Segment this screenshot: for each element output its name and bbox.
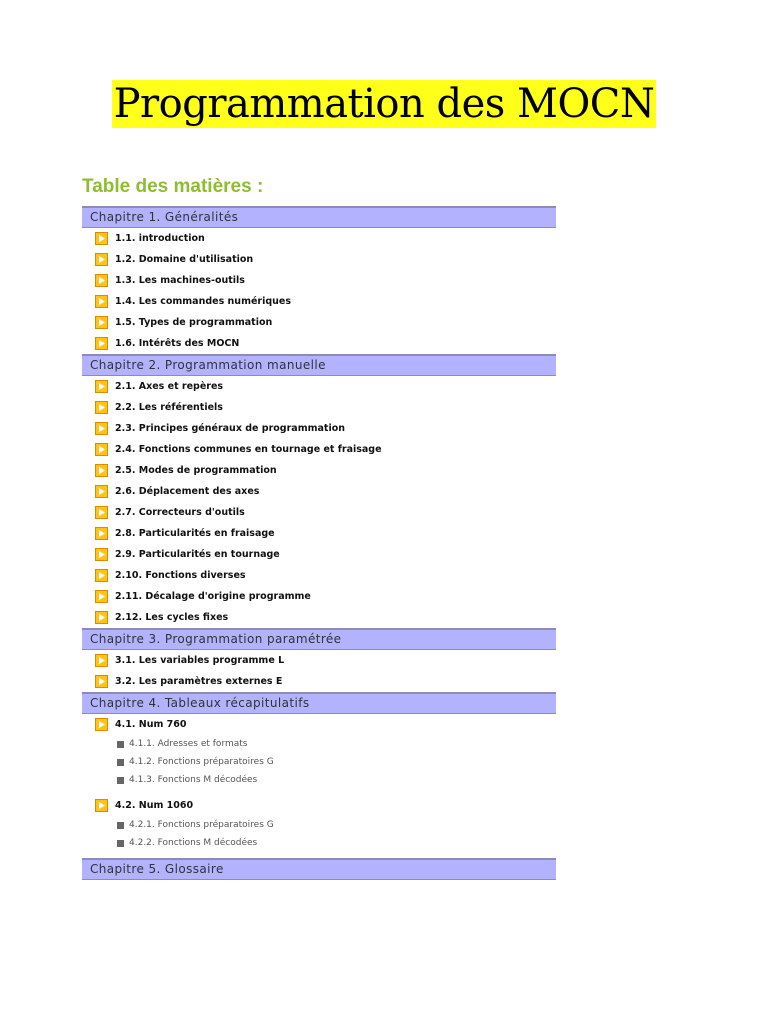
chapter-header[interactable]: Chapitre 5. Glossaire — [82, 858, 556, 880]
play-icon — [95, 799, 108, 812]
toc-section-link[interactable] — [82, 418, 556, 439]
square-bullet-icon — [117, 840, 124, 847]
toc-section-link[interactable] — [82, 714, 556, 735]
square-bullet-icon — [117, 759, 124, 766]
toc-subsection-link[interactable] — [82, 834, 556, 852]
subsection-label: 4.2.2. Fonctions M décodées — [129, 838, 258, 848]
toc-section-link[interactable] — [82, 671, 556, 692]
play-icon — [95, 401, 108, 414]
play-icon — [95, 548, 108, 561]
subsection-label: 4.2.1. Fonctions préparatoires G — [129, 820, 274, 830]
section-label: 2.8. Particularités en fraisage — [115, 528, 275, 539]
section-label: 2.9. Particularités en tournage — [115, 549, 280, 560]
toc-heading: Table des matières : — [82, 176, 264, 197]
toc-subsection-link[interactable] — [82, 816, 556, 834]
toc-section-link[interactable] — [82, 460, 556, 481]
subsection-label: 4.1.2. Fonctions préparatoires G — [129, 757, 274, 767]
toc-section-link[interactable] — [82, 291, 556, 312]
toc-section-link[interactable] — [82, 795, 556, 816]
play-icon — [95, 274, 108, 287]
play-icon — [95, 380, 108, 393]
section-label: 2.2. Les référentiels — [115, 402, 223, 413]
toc-section-link[interactable] — [82, 270, 556, 291]
table-of-contents — [82, 206, 556, 880]
chapter-header[interactable]: Chapitre 3. Programmation paramétrée — [82, 628, 556, 650]
square-bullet-icon — [117, 822, 124, 829]
chapter-header[interactable]: Chapitre 1. Généralités — [82, 206, 556, 228]
play-icon — [95, 337, 108, 350]
toc-section-link[interactable] — [82, 565, 556, 586]
square-bullet-icon — [117, 777, 124, 784]
section-label: 1.3. Les machines-outils — [115, 275, 245, 286]
toc-section-link[interactable] — [82, 397, 556, 418]
section-label: 2.5. Modes de programmation — [115, 465, 277, 476]
toc-section-link[interactable] — [82, 228, 556, 249]
toc-section-link[interactable] — [82, 376, 556, 397]
play-icon — [95, 295, 108, 308]
section-label: 2.11. Décalage d'origine programme — [115, 591, 311, 602]
play-icon — [95, 485, 108, 498]
play-icon — [95, 422, 108, 435]
play-icon — [95, 232, 108, 245]
section-label: 1.1. introduction — [115, 233, 205, 244]
play-icon — [95, 506, 108, 519]
section-label: 1.2. Domaine d'utilisation — [115, 254, 254, 265]
section-label: 4.1. Num 760 — [115, 719, 187, 730]
square-bullet-icon — [117, 741, 124, 748]
toc-section-link[interactable] — [82, 502, 556, 523]
toc-section-link[interactable] — [82, 544, 556, 565]
section-label: 2.7. Correcteurs d'outils — [115, 507, 245, 518]
section-label: 2.12. Les cycles fixes — [115, 612, 229, 623]
toc-section-link[interactable] — [82, 333, 556, 354]
toc-section-link[interactable] — [82, 312, 556, 333]
section-label: 3.1. Les variables programme L — [115, 655, 285, 666]
toc-section-link[interactable] — [82, 650, 556, 671]
subsection-label: 4.1.1. Adresses et formats — [129, 739, 248, 749]
play-icon — [95, 590, 108, 603]
page-title: Programmation des MOCN — [113, 81, 655, 127]
play-icon — [95, 675, 108, 688]
toc-section-link[interactable] — [82, 523, 556, 544]
play-icon — [95, 569, 108, 582]
play-icon — [95, 253, 108, 266]
toc-section-link[interactable] — [82, 249, 556, 270]
toc-section-link[interactable] — [82, 586, 556, 607]
play-icon — [95, 718, 108, 731]
toc-section-link[interactable] — [82, 481, 556, 502]
chapter-header[interactable]: Chapitre 4. Tableaux récapitulatifs — [82, 692, 556, 714]
play-icon — [95, 443, 108, 456]
section-label: 1.4. Les commandes numériques — [115, 296, 292, 307]
toc-subsection-link[interactable] — [82, 735, 556, 753]
toc-section-link[interactable] — [82, 439, 556, 460]
toc-section-link[interactable] — [82, 607, 556, 628]
play-icon — [95, 527, 108, 540]
section-label: 3.2. Les paramètres externes E — [115, 676, 283, 687]
section-label: 1.5. Types de programmation — [115, 317, 273, 328]
subsection-label: 4.1.3. Fonctions M décodées — [129, 775, 258, 785]
toc-subsection-link[interactable] — [82, 771, 556, 789]
section-label: 2.10. Fonctions diverses — [115, 570, 246, 581]
section-label: 4.2. Num 1060 — [115, 800, 194, 811]
section-label: 1.6. Intérêts des MOCN — [115, 338, 240, 349]
play-icon — [95, 316, 108, 329]
section-label: 2.3. Principes généraux de programmation — [115, 423, 346, 434]
play-icon — [95, 611, 108, 624]
play-icon — [95, 464, 108, 477]
section-label: 2.4. Fonctions communes en tournage et fraisage — [115, 444, 382, 455]
chapter-header[interactable]: Chapitre 2. Programmation manuelle — [82, 354, 556, 376]
play-icon — [95, 654, 108, 667]
section-label: 2.1. Axes et repères — [115, 381, 224, 392]
section-label: 2.6. Déplacement des axes — [115, 486, 260, 497]
toc-subsection-link[interactable] — [82, 753, 556, 771]
